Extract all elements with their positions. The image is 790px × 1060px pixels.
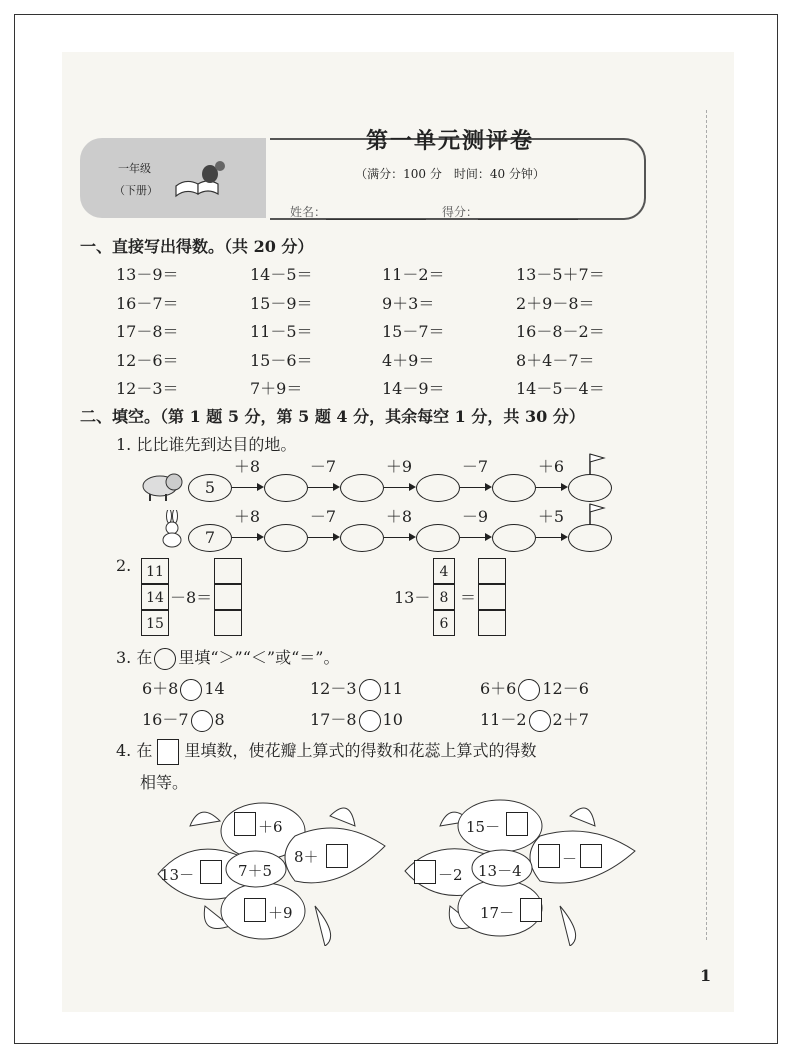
arrow: [308, 487, 338, 488]
flower2-left: －2: [438, 866, 463, 884]
compare-right: 11: [382, 679, 403, 698]
flower2-right-box-a[interactable]: [538, 844, 560, 868]
flower1-bottom: ＋9: [268, 904, 293, 922]
page-title: 第一单元测评卷: [365, 128, 534, 154]
score-blank[interactable]: [478, 207, 578, 220]
flower1-bottom-box[interactable]: [244, 898, 266, 922]
chain-blank[interactable]: [416, 524, 460, 552]
chain-blank[interactable]: [492, 474, 536, 502]
compare-item: [310, 707, 403, 732]
circle-icon: [154, 648, 176, 670]
chain-blank[interactable]: [568, 474, 612, 502]
compare-right: 14: [204, 679, 225, 698]
calc-item: 15－9＝: [250, 293, 313, 313]
calc-item: 16－8－2＝: [516, 322, 605, 341]
chain-op: ＋8: [385, 507, 413, 526]
arrow: [384, 537, 414, 538]
flower2-top: 15－: [466, 818, 501, 836]
arrow: [384, 487, 414, 488]
flower2-right: －: [562, 850, 578, 868]
chain-op: ＋6: [537, 457, 565, 476]
chain-blank[interactable]: [416, 474, 460, 502]
compare-left: 6＋6: [480, 679, 517, 698]
arrow: [536, 487, 566, 488]
calc-item: 12－3＝: [116, 379, 179, 398]
q2-number-cell: 14: [141, 584, 169, 610]
q2-right-prefix: 13－: [394, 588, 431, 607]
flower2-top-box[interactable]: [506, 812, 528, 836]
compare-left: 6＋8: [142, 679, 179, 698]
score-label: 得分：: [441, 205, 478, 219]
q4-text-a: 4. 在: [116, 741, 153, 760]
q2-number-cell: 11: [141, 558, 169, 584]
calc-item: 17－8＝: [116, 322, 179, 341]
calc-item: 8＋4－7＝: [516, 350, 595, 370]
calc-item: 14－5－4＝: [516, 379, 605, 398]
name-label: 姓名：: [290, 205, 327, 219]
chain-blank[interactable]: [568, 524, 612, 552]
calc-item: 11－2＝: [382, 265, 445, 284]
q1-text: 1. 比比谁先到达目的地。: [116, 435, 297, 454]
flower1-center: 7＋5: [238, 862, 273, 880]
compare-item: [310, 676, 403, 701]
flower2-left-box[interactable]: [414, 860, 436, 884]
calc-item: 11－5＝: [250, 322, 313, 341]
section2-title: 二、填空。（第 1 题 5 分，第 5 题 4 分，其余每空 1 分，共 30 分）: [80, 407, 585, 426]
q2-number-cell: 6: [433, 610, 455, 636]
compare-item: [142, 676, 225, 701]
calc-item: 7＋9＝: [250, 379, 303, 398]
chain-blank[interactable]: [340, 524, 384, 552]
arrow: [308, 537, 338, 538]
compare-circle[interactable]: [180, 679, 202, 701]
calc-item: 14－9＝: [382, 379, 445, 398]
name-blank[interactable]: [326, 207, 426, 220]
rabbit-icon: [156, 510, 186, 550]
q2-answer-box[interactable]: [214, 584, 242, 610]
q2-answer-box[interactable]: [478, 610, 506, 636]
arrow: [232, 537, 262, 538]
flower1-right-box[interactable]: [326, 844, 348, 868]
chain-start: 7: [188, 524, 232, 552]
arrow: [536, 537, 566, 538]
square-icon: [157, 739, 179, 765]
q3-text: [116, 645, 339, 670]
flower2-bottom: 17－: [480, 904, 515, 922]
grade-label: 一年级: [118, 162, 151, 175]
compare-circle[interactable]: [529, 710, 551, 732]
compare-circle[interactable]: [191, 710, 213, 732]
q2-number-cell: 8: [433, 584, 455, 610]
page-number: 1: [700, 966, 712, 985]
section1-title: 一、直接写出得数。（共 20 分）: [80, 237, 314, 256]
chain-op: －7: [309, 507, 337, 526]
flower2-center: 13－4: [478, 862, 522, 880]
flag-icon: [588, 452, 608, 474]
calc-item: 13－9＝: [116, 265, 179, 284]
calc-item: 9＋3＝: [382, 293, 435, 313]
compare-left: 11－2: [480, 710, 527, 729]
compare-right: 2＋7: [552, 710, 589, 729]
q3-text-a: 3. 在: [116, 648, 153, 667]
page-subtitle: （满分：100 分 时间：40 分钟）: [355, 167, 545, 181]
chain-blank[interactable]: [264, 474, 308, 502]
q3-text-b: 里填“＞”“＜”或“＝”。: [178, 648, 340, 667]
pig-icon: [138, 470, 186, 502]
chain-op: ＋8: [233, 457, 261, 476]
flower1-top: ＋6: [258, 818, 283, 836]
chain-op: ＋8: [233, 507, 261, 526]
name-field[interactable]: [290, 203, 578, 220]
arrow: [232, 487, 262, 488]
chain-start: 5: [188, 474, 232, 502]
q4-text: [116, 738, 537, 765]
calc-item: 15－6＝: [250, 350, 313, 370]
chain-blank[interactable]: [492, 524, 536, 552]
calc-item: 2＋9－8＝: [516, 293, 595, 313]
q2-num: 2.: [116, 556, 132, 575]
compare-left: 12－3: [310, 679, 357, 698]
book-icon: [172, 158, 232, 198]
calc-item: 15－7＝: [382, 322, 445, 341]
compare-circle[interactable]: [359, 679, 381, 701]
chain-op: －7: [461, 457, 489, 476]
calc-item: 4＋9＝: [382, 350, 435, 370]
arrow: [460, 537, 490, 538]
margin-line: [706, 110, 707, 940]
q2-answer-box[interactable]: [214, 610, 242, 636]
chain-blank[interactable]: [264, 524, 308, 552]
compare-item: [480, 676, 589, 701]
flower2-right-box-b[interactable]: [580, 844, 602, 868]
compare-left: 17－8: [310, 710, 357, 729]
compare-right: 10: [382, 710, 403, 729]
compare-left: 16－7: [142, 710, 189, 729]
compare-item: [480, 707, 589, 732]
flag-icon: [588, 502, 608, 524]
chain-op: ＋9: [385, 457, 413, 476]
compare-right: 12－6: [542, 679, 589, 698]
compare-circle[interactable]: [518, 679, 540, 701]
calc-item: 14－5＝: [250, 265, 313, 284]
compare-item: [142, 707, 225, 732]
q2-answer-box[interactable]: [214, 558, 242, 584]
q4-text-c: 相等。: [140, 773, 189, 792]
q2-number-cell: 4: [433, 558, 455, 584]
volume-label: （下册）: [114, 184, 158, 197]
q2-left-op: －8＝: [170, 588, 213, 607]
chain-blank[interactable]: [340, 474, 384, 502]
q2-right-eq: ＝: [460, 588, 477, 607]
q4-text-b: 里填数，使花瓣上算式的得数和花蕊上算式的得数: [184, 741, 537, 760]
q2-answer-box[interactable]: [478, 584, 506, 610]
chain-op: ＋5: [537, 507, 565, 526]
compare-circle[interactable]: [359, 710, 381, 732]
flower1-top-box[interactable]: [234, 812, 256, 836]
calc-item: 16－7＝: [116, 293, 179, 313]
calc-item: 12－6＝: [116, 350, 179, 370]
flower2-bottom-box[interactable]: [520, 898, 542, 922]
flower1-left-box[interactable]: [200, 860, 222, 884]
calc-item: 13－5＋7＝: [516, 265, 605, 284]
flower1-left: 13－: [160, 866, 195, 884]
compare-right: 8: [214, 710, 225, 729]
q2-number-cell: 15: [141, 610, 169, 636]
q2-answer-box[interactable]: [478, 558, 506, 584]
chain-op: －7: [309, 457, 337, 476]
arrow: [460, 487, 490, 488]
flower1-right: 8＋: [294, 848, 319, 866]
chain-op: －9: [461, 507, 489, 526]
